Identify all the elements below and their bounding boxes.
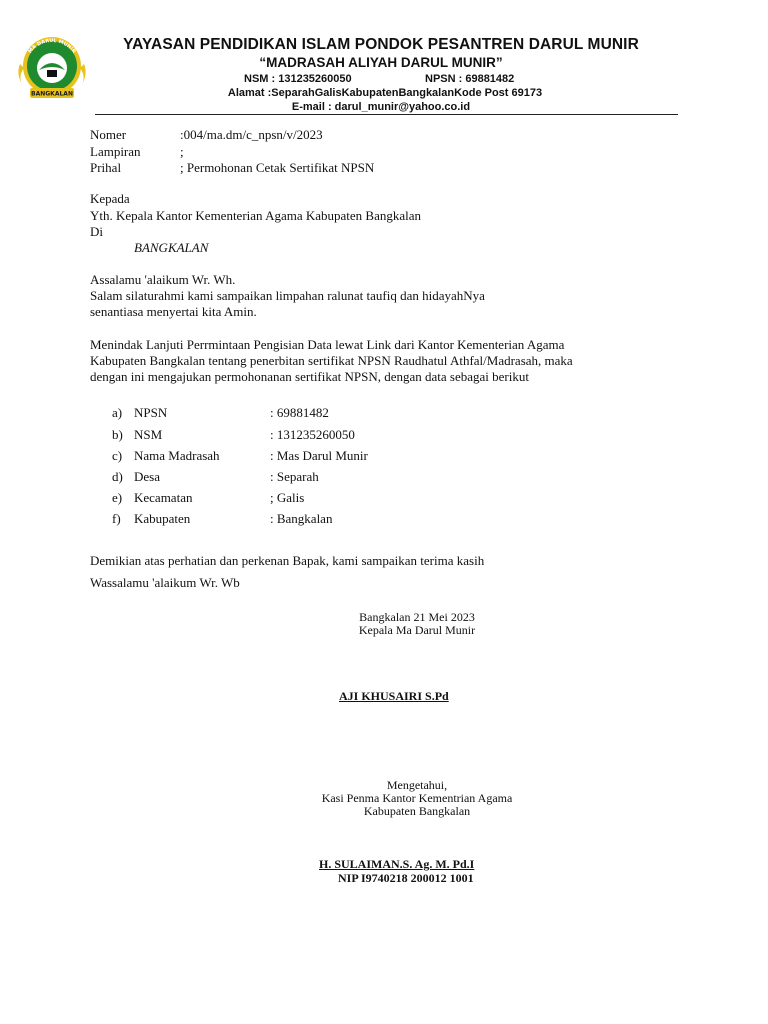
lampiran-value: ; bbox=[180, 144, 184, 159]
official-position: Kasi Penma Kantor Kementrian Agama bbox=[321, 791, 513, 805]
kepada: Kepada bbox=[90, 191, 130, 206]
list-item-label: Kecamatan bbox=[134, 490, 193, 505]
list-item-label: Kabupaten bbox=[134, 511, 191, 526]
headmaster-name: AJI KHUSAIRI S.Pd bbox=[339, 689, 449, 703]
prihal-label: Prihal bbox=[90, 160, 122, 175]
list-item-letter: d) bbox=[112, 469, 123, 484]
paragraph-line1: Menindak Lanjuti Perrmintaan Pengisian Data lewat Link dari Kantor Kementerian Agama bbox=[90, 337, 565, 352]
list-item-value: : Bangkalan bbox=[270, 511, 333, 526]
closing-salam: Wassalamu 'alaikum Wr. Wb bbox=[90, 575, 240, 590]
sign-position: Kepala Ma Darul Munir bbox=[358, 623, 476, 637]
list-item-value: : 131235260050 bbox=[270, 427, 355, 442]
school-name: “MADRASAH ALIYAH DARUL MUNIR” bbox=[259, 55, 503, 70]
list-item-label: NSM bbox=[134, 427, 163, 442]
letterhead-divider bbox=[95, 114, 678, 115]
list-item-value: : Separah bbox=[270, 469, 319, 484]
recipient-di: Di bbox=[90, 224, 103, 239]
list-item-label: NPSN bbox=[134, 405, 168, 420]
emblem-top-text: MA DARUL MUNIR bbox=[27, 37, 77, 55]
list-item-value: : 69881482 bbox=[270, 405, 329, 420]
paragraph-line3: dengan ini mengajukan permohonanan sertifikat NPSN, dengan data sebagai berikut bbox=[90, 369, 529, 384]
official-nip: NIP I9740218 200012 1001 bbox=[338, 871, 474, 885]
list-item-letter: b) bbox=[112, 427, 123, 442]
mengetahui: Mengetahui, bbox=[386, 778, 448, 792]
list-item-letter: a) bbox=[112, 405, 123, 420]
school-emblem-icon bbox=[14, 34, 90, 100]
school-nsm: NSM : 131235260050 bbox=[244, 73, 352, 85]
nomer-value: :004/ma.dm/c_npsn/v/2023 bbox=[180, 127, 323, 142]
lampiran-label: Lampiran bbox=[90, 144, 141, 159]
list-item-value: : Mas Darul Munir bbox=[270, 448, 368, 463]
list-item-label: Nama Madrasah bbox=[134, 448, 220, 463]
list-item-value: ; Galis bbox=[270, 490, 305, 505]
list-item-letter: c) bbox=[112, 448, 123, 463]
recipient-place: BANGKALAN bbox=[134, 240, 209, 255]
greeting-line2: Salam silaturahmi kami sampaikan limpahan ralunat taufiq dan hidayahNya bbox=[90, 288, 485, 303]
emblem-mark bbox=[47, 70, 57, 77]
paragraph-line2: Kabupaten Bangkalan tentang penerbitan sertifikat NPSN Raudhatul Athfal/Madrasah, maka bbox=[90, 353, 573, 368]
official-office: Kabupaten Bangkalan bbox=[363, 804, 471, 818]
official-name: H. SULAIMAN.S. Ag. M. Pd.I bbox=[319, 857, 475, 871]
list-item-letter: f) bbox=[112, 511, 121, 526]
greeting-salam: Assalamu 'alaikum Wr. Wh. bbox=[90, 272, 236, 287]
list-item-label: Desa bbox=[134, 469, 160, 484]
greeting-line3: senantiasa menyertai kita Amin. bbox=[90, 304, 257, 319]
sign-place-date: Bangkalan 21 Mei 2023 bbox=[359, 610, 475, 624]
prihal-value: ; Permohonan Cetak Sertifikat NPSN bbox=[180, 160, 375, 175]
closing-thanks: Demikian atas perhatian dan perkenan Bapak, kami sampaikan terima kasih bbox=[90, 553, 485, 568]
emblem-bottom-text: BANGKALAN bbox=[31, 90, 73, 98]
school-email: E-mail : darul_munir@yahoo.co.id bbox=[291, 101, 471, 113]
recipient-title: Yth. Kepala Kantor Kementerian Agama Kabupaten Bangkalan bbox=[90, 208, 422, 223]
foundation-name: YAYASAN PENDIDIKAN ISLAM PONDOK PESANTREN DARUL MUNIR bbox=[123, 36, 639, 53]
school-npsn: NPSN : 69881482 bbox=[425, 73, 515, 85]
nomer-label: Nomer bbox=[90, 127, 127, 142]
list-item-letter: e) bbox=[112, 490, 123, 505]
school-address: Alamat :SeparahGalisKabupatenBangkalanKode Post 69173 bbox=[227, 87, 543, 99]
